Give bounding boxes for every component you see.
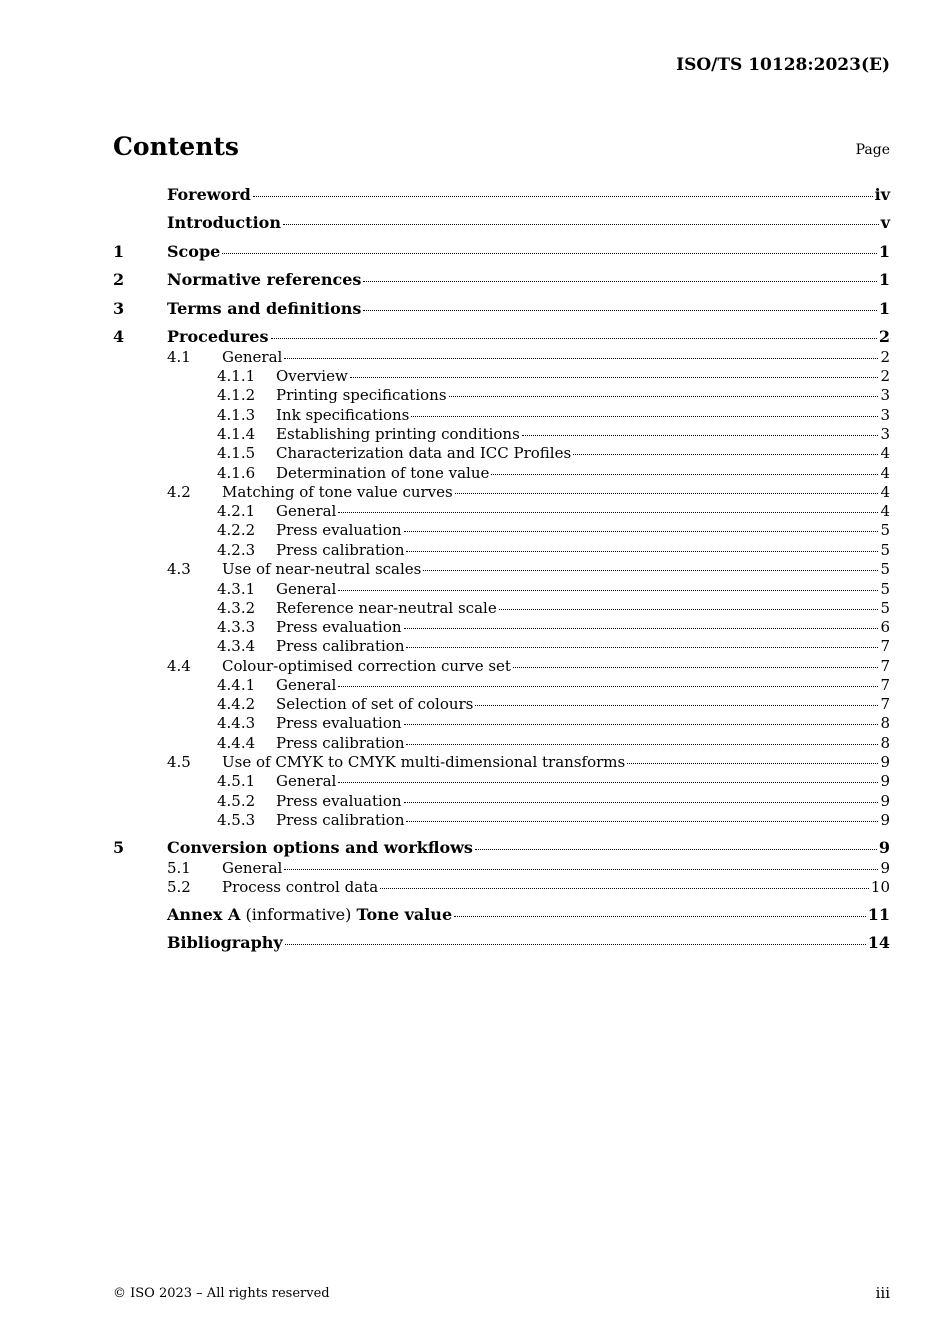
toc-entry[interactable] — [113, 300, 890, 318]
toc-entry-page: 14 — [867, 933, 890, 952]
toc-entry-page: 9 — [880, 811, 890, 829]
toc-entry-number: 4.4.2 — [217, 695, 256, 713]
toc-entry-page: 5 — [880, 580, 890, 598]
toc-entry-number: 4.2.2 — [217, 521, 256, 539]
toc-entry-page: 4 — [880, 502, 890, 520]
toc-entry-number: 3 — [113, 299, 125, 318]
toc-dot-leader — [363, 281, 876, 282]
toc-entry-title: Use of CMYK to CMYK multi-dimensional transforms — [222, 753, 626, 771]
toc-entry-number: 4.1 — [167, 348, 191, 366]
toc-entry[interactable] — [113, 444, 890, 462]
toc-dot-leader — [363, 310, 876, 311]
toc-entry-number: 4.1.3 — [217, 406, 256, 424]
toc-dot-leader — [380, 888, 869, 889]
toc-entry-title: Press evaluation — [276, 714, 402, 732]
toc-entry-title: Scope — [167, 242, 221, 261]
toc-entry-annex-type: (informative) — [240, 905, 357, 924]
toc-entry-page: 5 — [880, 560, 890, 578]
toc-dot-leader — [284, 358, 878, 359]
toc-entry-title: General — [276, 772, 337, 790]
toc-dot-leader — [423, 570, 878, 571]
toc-entry[interactable] — [113, 792, 890, 810]
toc-entry-page: 7 — [880, 657, 890, 675]
toc-dot-leader — [285, 944, 866, 945]
toc-entry-title: Press evaluation — [276, 521, 402, 539]
toc-entry-page: 9 — [880, 772, 890, 790]
toc-entry-number: 4.3.2 — [217, 599, 256, 617]
toc-entry-title: Colour-optimised correction curve set — [222, 657, 511, 675]
toc-dot-leader — [411, 416, 878, 417]
toc-entry-title: Use of near-neutral scales — [222, 560, 422, 578]
toc-entry-page: 9 — [880, 792, 890, 810]
toc-dot-leader — [338, 590, 878, 591]
toc-entry-page: 5 — [880, 521, 890, 539]
toc-entry-title — [167, 906, 452, 924]
toc-dot-leader — [338, 512, 878, 513]
toc-entry[interactable] — [113, 878, 890, 896]
toc-dot-leader — [513, 667, 879, 668]
toc-entry-number: 4.1.1 — [217, 367, 256, 385]
toc-entry-page: 4 — [880, 464, 890, 482]
toc-entry-title: Press evaluation — [276, 792, 402, 810]
toc-entry-page: 3 — [880, 386, 890, 404]
toc-entry-page: 9 — [878, 838, 890, 857]
toc-entry-page: 3 — [880, 425, 890, 443]
toc-dot-leader — [283, 224, 879, 225]
toc-entry-page: iv — [874, 185, 890, 204]
toc-entry[interactable] — [113, 541, 890, 559]
toc-entry-number: 4.5.3 — [217, 811, 256, 829]
page-column-label: Page — [855, 142, 890, 158]
toc-entry[interactable] — [113, 934, 890, 952]
toc-entry-title: Printing specifications — [276, 386, 447, 404]
toc-entry-number: 4.5 — [167, 753, 191, 771]
toc-entry-number: 4.5.1 — [217, 772, 256, 790]
toc-entry-page: 9 — [880, 753, 890, 771]
toc-dot-leader — [491, 474, 878, 475]
toc-entry[interactable] — [113, 859, 890, 877]
toc-entry-title: General — [276, 580, 337, 598]
toc-dot-leader — [271, 338, 877, 339]
toc-entry-page: 7 — [880, 676, 890, 694]
toc-entry-page: 5 — [880, 599, 890, 617]
toc-entry-annex-title: Tone value — [356, 905, 453, 924]
toc-entry-number: 4.2.1 — [217, 502, 256, 520]
table-of-contents — [113, 0, 890, 1000]
toc-entry-page: 1 — [878, 270, 890, 289]
toc-entry-title: Press calibration — [276, 637, 405, 655]
toc-entry-page: 8 — [880, 714, 890, 732]
toc-entry[interactable] — [113, 186, 890, 204]
toc-entry-number: 5 — [113, 838, 125, 857]
toc-entry-title: Press calibration — [276, 541, 405, 559]
toc-entry[interactable] — [113, 839, 890, 857]
toc-entry-title: Characterization data and ICC Profiles — [276, 444, 572, 462]
toc-entry-number: 4.3.1 — [217, 580, 256, 598]
toc-entry-page: 2 — [878, 327, 890, 346]
toc-entry-annex-label: Annex A — [167, 905, 241, 924]
toc-entry[interactable] — [113, 753, 890, 771]
toc-entry-number: 4.4.1 — [217, 676, 256, 694]
toc-dot-leader — [627, 763, 878, 764]
toc-entry[interactable] — [113, 599, 890, 617]
toc-entry-title: Reference near-neutral scale — [276, 599, 497, 617]
toc-entry-title: Establishing printing conditions — [276, 425, 520, 443]
toc-entry[interactable] — [113, 483, 890, 501]
toc-entry-page: 7 — [880, 637, 890, 655]
toc-entry[interactable] — [113, 328, 890, 346]
toc-dot-leader — [406, 821, 878, 822]
toc-entry-number: 4.3.3 — [217, 618, 256, 636]
toc-entry-title: Selection of set of colours — [276, 695, 474, 713]
toc-dot-leader — [455, 493, 879, 494]
toc-entry-number: 4.1.5 — [217, 444, 256, 462]
toc-entry-page: 9 — [880, 859, 890, 877]
toc-entry-number: 4.1.6 — [217, 464, 256, 482]
toc-entry-number: 5.2 — [167, 878, 191, 896]
toc-dot-leader — [475, 849, 877, 850]
footer-copyright: © ISO 2023 – All rights reserved — [113, 1286, 330, 1301]
toc-entry-number: 4.2 — [167, 483, 191, 501]
toc-entry-number: 1 — [113, 242, 125, 261]
toc-entry-title: Foreword — [167, 185, 251, 204]
toc-dot-leader — [404, 724, 879, 725]
toc-dot-leader — [404, 628, 879, 629]
toc-dot-leader — [253, 196, 873, 197]
toc-entry-page: 3 — [880, 406, 890, 424]
toc-entry-number: 4 — [113, 327, 125, 346]
toc-entry[interactable] — [113, 367, 890, 385]
toc-entry-page: 5 — [880, 541, 890, 559]
toc-entry[interactable] — [113, 906, 890, 924]
toc-entry[interactable] — [113, 714, 890, 732]
toc-dot-leader — [449, 396, 879, 397]
toc-entry-page: v — [880, 213, 890, 232]
toc-entry[interactable] — [113, 271, 890, 289]
toc-entry-number: 2 — [113, 270, 125, 289]
toc-entry-page: 6 — [880, 618, 890, 636]
toc-entry-page: 2 — [880, 367, 890, 385]
toc-entry-title: Press calibration — [276, 811, 405, 829]
toc-entry-title: General — [222, 859, 283, 877]
toc-entry-title: General — [222, 348, 283, 366]
toc-entry[interactable] — [113, 521, 890, 539]
toc-entry[interactable] — [113, 406, 890, 424]
toc-entry[interactable] — [113, 637, 890, 655]
toc-entry[interactable] — [113, 695, 890, 713]
toc-entry[interactable] — [113, 657, 890, 675]
toc-dot-leader — [406, 744, 878, 745]
toc-dot-leader — [404, 531, 879, 532]
toc-entry-number: 4.2.3 — [217, 541, 256, 559]
toc-entry-title: Procedures — [167, 327, 269, 346]
toc-entry[interactable] — [113, 386, 890, 404]
toc-entry[interactable] — [113, 811, 890, 829]
toc-entry-title: Press evaluation — [276, 618, 402, 636]
toc-dot-leader — [454, 916, 866, 917]
toc-entry[interactable] — [113, 580, 890, 598]
document-id: ISO/TS 10128:2023(E) — [676, 55, 890, 75]
footer-page-number: iii — [875, 1284, 890, 1302]
toc-entry-title: Matching of tone value curves — [222, 483, 453, 501]
toc-dot-leader — [499, 609, 879, 610]
toc-entry-page: 8 — [880, 734, 890, 752]
toc-entry-number: 4.3.4 — [217, 637, 256, 655]
toc-entry-page: 2 — [880, 348, 890, 366]
toc-entry[interactable] — [113, 243, 890, 261]
toc-dot-leader — [573, 454, 878, 455]
toc-entry[interactable] — [113, 676, 890, 694]
toc-entry-title: Ink specifications — [276, 406, 410, 424]
toc-entry-number: 4.1.2 — [217, 386, 256, 404]
contents-title: Contents — [113, 132, 240, 161]
toc-entry-title: Introduction — [167, 213, 281, 232]
toc-entry[interactable] — [113, 618, 890, 636]
toc-entry[interactable] — [113, 425, 890, 443]
toc-dot-leader — [338, 782, 878, 783]
toc-entry[interactable] — [113, 464, 890, 482]
toc-entry-page: 7 — [880, 695, 890, 713]
toc-entry[interactable] — [113, 214, 890, 232]
toc-entry[interactable] — [113, 348, 890, 366]
toc-entry-title: Press calibration — [276, 734, 405, 752]
toc-dot-leader — [222, 253, 877, 254]
toc-dot-leader — [284, 869, 878, 870]
toc-entry-title: General — [276, 676, 337, 694]
toc-entry-page: 4 — [880, 444, 890, 462]
toc-entry-title: Normative references — [167, 270, 362, 289]
toc-entry-number: 4.5.2 — [217, 792, 256, 810]
toc-entry-number: 4.1.4 — [217, 425, 256, 443]
toc-entry-title: Conversion options and workflows — [167, 838, 473, 857]
toc-dot-leader — [404, 802, 879, 803]
toc-dot-leader — [406, 647, 878, 648]
toc-entry-title: General — [276, 502, 337, 520]
toc-entry-number: 4.4.4 — [217, 734, 256, 752]
toc-entry-number: 5.1 — [167, 859, 191, 877]
toc-entry[interactable] — [113, 560, 890, 578]
toc-entry-title: Terms and definitions — [167, 299, 362, 318]
toc-entry-page: 1 — [878, 242, 890, 261]
toc-entry-page: 1 — [878, 299, 890, 318]
toc-entry-title: Overview — [276, 367, 348, 385]
toc-dot-leader — [338, 686, 878, 687]
toc-entry-number: 4.3 — [167, 560, 191, 578]
toc-entry-page: 4 — [880, 483, 890, 501]
toc-entry-number: 4.4 — [167, 657, 191, 675]
toc-entry-title: Bibliography — [167, 933, 283, 952]
toc-entry[interactable] — [113, 734, 890, 752]
toc-entry-title: Determination of tone value — [276, 464, 490, 482]
toc-entry[interactable] — [113, 502, 890, 520]
toc-entry-title: Process control data — [222, 878, 379, 896]
toc-entry-page: 10 — [870, 878, 890, 896]
toc-entry[interactable] — [113, 772, 890, 790]
toc-dot-leader — [350, 377, 879, 378]
toc-dot-leader — [406, 551, 878, 552]
toc-entry-number: 4.4.3 — [217, 714, 256, 732]
toc-entry-page: 11 — [867, 905, 890, 924]
toc-dot-leader — [475, 705, 878, 706]
toc-dot-leader — [522, 435, 879, 436]
